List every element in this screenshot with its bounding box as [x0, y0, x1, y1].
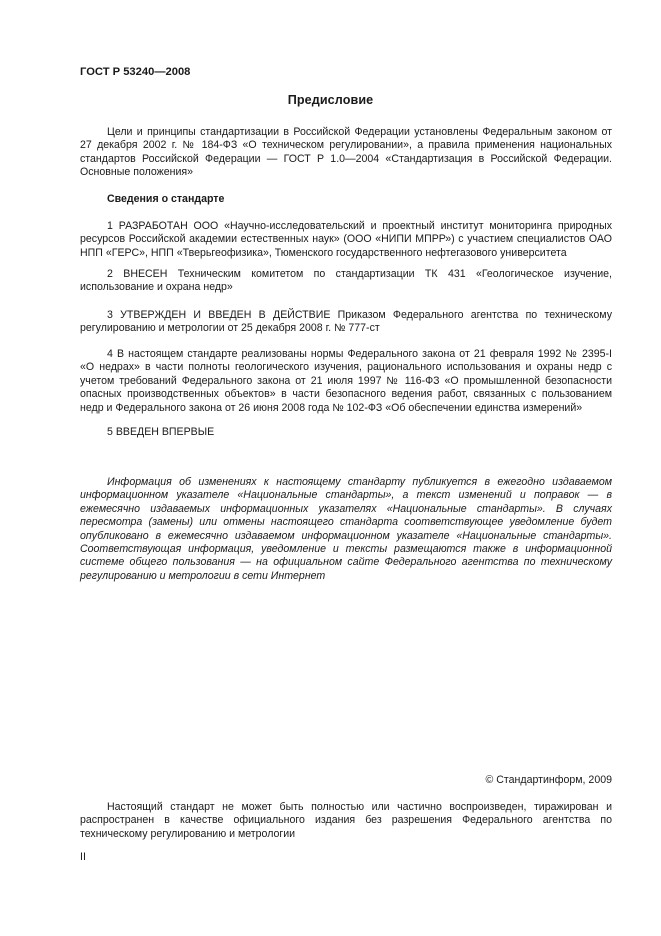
info-notice: Информация об изменениях к настоящему стандарту публикуется в ежегодно издаваемом информационном указателе «Национальные стандарты», а текст изменений и поправок — в ежемесячно издаваемых информационных указателях «Национальные стандарты». В случаях пересмотра (замены) или отмены настоящего стандарта соответствующее уведомление будет опубликовано в ежемесячно издаваемом информационном указателе «Национальные стандарты». Соответствующая информация, уведомление и тексты размещаются также в информационной системе общего пользования — на официальном сайте Федерального агентства по техническому регулированию и метрологии в сети Интернет [80, 476, 612, 582]
item-first-introduced: 5 ВВЕДЕН ВПЕРВЫЕ [107, 426, 215, 438]
copyright: © Стандартинформ, 2009 [485, 774, 612, 786]
item-norms: 4 В настоящем стандарте реализованы нормы Федерального закона от 21 февраля 1992 № 2395-I «О недрах» в части полноты геологического изучения, рационального использования и охраны недр с учетом требований Федерального закона от 21 июля 1997 № 116-ФЗ «О промышленной безопасности опасных производственных объектов» в части безопасного ведения работ, связанных с пользованием недр и Федерального закона от 26 июня 2008 года № 102-ФЗ «Об обеспечении единства измерений» [80, 348, 612, 414]
item-approved: 3 УТВЕРЖДЕН И ВВЕДЕН В ДЕЙСТВИЕ Приказом Федерального агентства по техническому регулированию и метрологии от 25 декабря 2008 г. № 777-ст [80, 309, 612, 335]
standard-code: ГОСТ Р 53240—2008 [80, 66, 191, 78]
section-subheading: Сведения о стандарте [107, 193, 225, 205]
page-number: II [80, 851, 86, 863]
reproduction-notice: Настоящий стандарт не может быть полностью или частично воспроизведен, тиражирован и распространен в качестве официального издания без разрешения Федерального агентства по техническому регулированию и метрологии [80, 801, 612, 840]
item-submitted: 2 ВНЕСЕН Техническим комитетом по стандартизации ТК 431 «Геологическое изучение, использование и охрана недр» [80, 268, 612, 294]
item-developed: 1 РАЗРАБОТАН ООО «Научно-исследовательский и проектный институт мониторинга природных ресурсов Российской академии естественных наук» (ООО «НИПИ МПРР») с участием специалистов ОАО НПП «ГЕРС», НПП «Тверьгеофизика», Тюменского государственного нефтегазового университета [80, 220, 612, 259]
page-title: Предисловие [287, 93, 374, 107]
intro-paragraph: Цели и принципы стандартизации в Российской Федерации установлены Федеральным законом от 27 декабря 2002 г. № 184-ФЗ «О техническом регулировании», а правила применения национальных стандартов Российской Федерации — ГОСТ Р 1.0—2004 «Стандартизация в Российской Федерации. Основные положения» [80, 126, 612, 179]
